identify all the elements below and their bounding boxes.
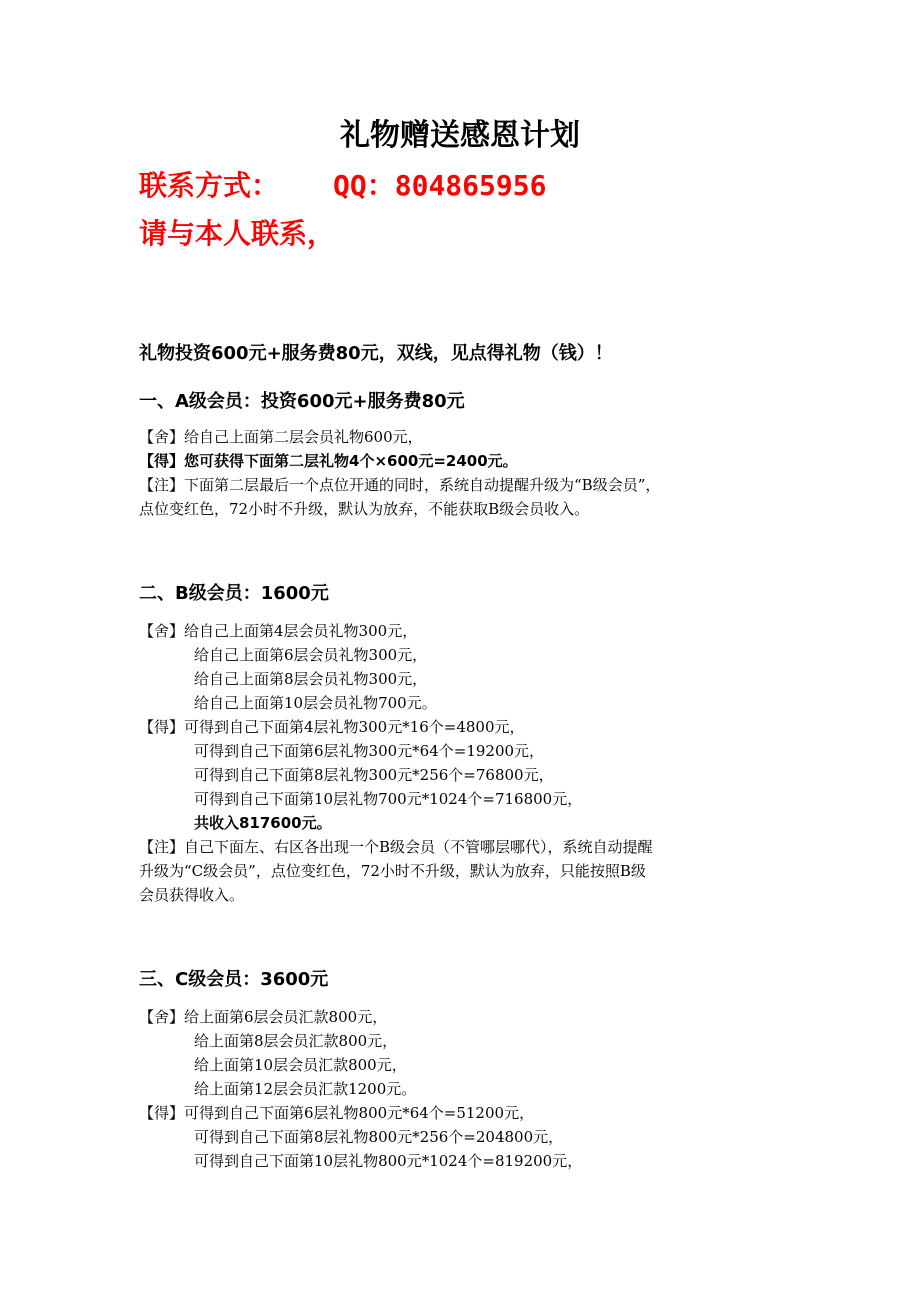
section-b-she-tag: 【舍】 xyxy=(139,622,185,640)
contact-qq: QQ：804865956 xyxy=(333,169,547,202)
section-b-zhu-tag: 【注】 xyxy=(139,838,185,856)
section-a-zhu-tag: 【注】 xyxy=(139,476,185,494)
section-a-body xyxy=(139,425,789,521)
section-b-she-line: 给自己上面第8层会员礼物300元， xyxy=(194,670,428,688)
section-a-de: 您可获得下面第二层礼物4个×600元=2400元。 xyxy=(184,452,518,470)
section-b-zhu-2: 升级为“C级会员”，点位变红色，72小时不升级，默认为放弃，只能按照B级 xyxy=(139,862,646,880)
section-a-she-tag: 【舍】 xyxy=(139,428,185,446)
contact-line xyxy=(139,166,546,206)
intro-heading: 礼物投资600元+服务费80元，双线，见点得礼物（钱）！ xyxy=(139,343,613,364)
section-c-she-tag: 【舍】 xyxy=(139,1008,185,1026)
section-b-she-line: 给自己上面第4层会员礼物300元， xyxy=(184,622,418,640)
section-b-she-line: 给自己上面第10层会员礼物700元。 xyxy=(194,694,437,712)
section-c-she-line: 给上面第10层会员汇款800元， xyxy=(194,1056,407,1074)
section-b-de-line: 可得到自己下面第6层礼物300元*64个=19200元， xyxy=(194,742,545,760)
section-b-de-tag: 【得】 xyxy=(139,718,185,736)
section-b-de-line: 可得到自己下面第10层礼物700元*1024个=716800元， xyxy=(194,790,583,808)
section-c-she-line: 给上面第12层会员汇款1200元。 xyxy=(194,1080,417,1098)
section-c-heading: 三、C级会员：3600元 xyxy=(139,969,329,990)
section-a-she: 给自己上面第二层会员礼物600元， xyxy=(184,428,423,446)
section-c-she-line: 给上面第6层会员汇款800元， xyxy=(184,1008,388,1026)
contact-request: 请与本人联系， xyxy=(139,217,336,250)
section-c-de-line: 可得到自己下面第10层礼物800元*1024个=819200元， xyxy=(194,1152,583,1170)
section-c-de-tag: 【得】 xyxy=(139,1104,185,1122)
section-b-heading: 二、B级会员：1600元 xyxy=(139,583,329,604)
section-c-she-line: 给上面第8层会员汇款800元， xyxy=(194,1032,398,1050)
section-a-zhu-2: 点位变红色，72小时不升级，默认为放弃，不能获取B级会员收入。 xyxy=(139,500,590,518)
document-title: 礼物赠送感恩计划 xyxy=(340,118,580,153)
contact-label: 联系方式： xyxy=(139,169,280,202)
section-b-total: 共收入817600元。 xyxy=(194,814,332,832)
section-b-zhu-1: 自己下面左、右区各出现一个B级会员（不管哪层哪代），系统自动提醒 xyxy=(184,838,653,856)
section-a-heading: 一、A级会员：投资600元+服务费80元 xyxy=(139,391,465,412)
section-a-zhu-1: 下面第二层最后一个点位开通的同时，系统自动提醒升级为“B级会员”， xyxy=(184,476,661,494)
section-b-de-line: 可得到自己下面第4层礼物300元*16个=4800元， xyxy=(184,718,525,736)
section-b-she-line: 给自己上面第6层会员礼物300元， xyxy=(194,646,428,664)
section-b-body xyxy=(139,619,789,907)
section-c-body xyxy=(139,1005,789,1173)
section-c-de-line: 可得到自己下面第6层礼物800元*64个=51200元， xyxy=(184,1104,535,1122)
section-b-de-line: 可得到自己下面第8层礼物300元*256个=76800元， xyxy=(194,766,554,784)
section-c-de-line: 可得到自己下面第8层礼物800元*256个=204800元， xyxy=(194,1128,564,1146)
section-b-zhu-3: 会员获得收入。 xyxy=(139,886,245,904)
section-a-de-tag: 【得】 xyxy=(139,452,185,470)
